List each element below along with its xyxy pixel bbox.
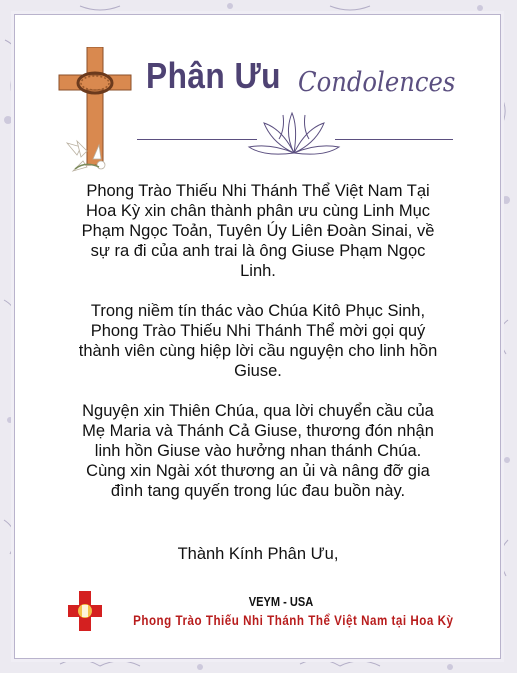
lily-flower-icon — [239, 103, 349, 163]
condolence-card — [14, 14, 501, 659]
divider-right — [335, 139, 453, 140]
page-title: Phân Ưu — [146, 55, 281, 96]
page-subtitle: Condolences — [298, 67, 456, 98]
closing-line: Thành Kính Phân Ưu, — [177, 545, 339, 563]
paragraph-3: Nguyện xin Thiên Chúa, qua lời chuyển cầu của Mẹ Maria và Thánh Cả Giuse, thương đón nhận linh hồn Giuse vào hưởng nhan thánh Chúa. Cùng xin Ngài xót thương an ủi và nâng đỡ gia đình tang quyến trong lúc đau buồn này. — [82, 402, 434, 500]
paragraph-1: Phong Trào Thiếu Nhi Thánh Thể Việt Nam Tại Hoa Kỳ xin chân thành phân ưu cùng Linh Mục Phạm Ngọc Toản, Tuyên Úy Liên Đoàn Sinai, về sự ra đi của anh trai là ông Giuse Phạm Ngọc Linh. — [81, 182, 435, 280]
paragraph-2: Trong niềm tín thác vào Chúa Kitô Phục Sinh, Phong Trào Thiếu Nhi Thánh Thể mời gọi quý thành viên cùng hiệp lời cầu nguyện cho linh hồn Giuse. — [78, 302, 438, 380]
organization-name: Phong Trào Thiếu Nhi Thánh Thể Việt Nam tại Hoa Kỳ — [133, 613, 454, 628]
veym-logo-icon — [66, 589, 104, 633]
organization-abbreviation: VEYM - USA — [248, 594, 314, 609]
condolence-message — [75, 181, 441, 521]
card-header — [15, 15, 500, 155]
cross-with-crown-of-thorns-icon — [57, 47, 137, 179]
